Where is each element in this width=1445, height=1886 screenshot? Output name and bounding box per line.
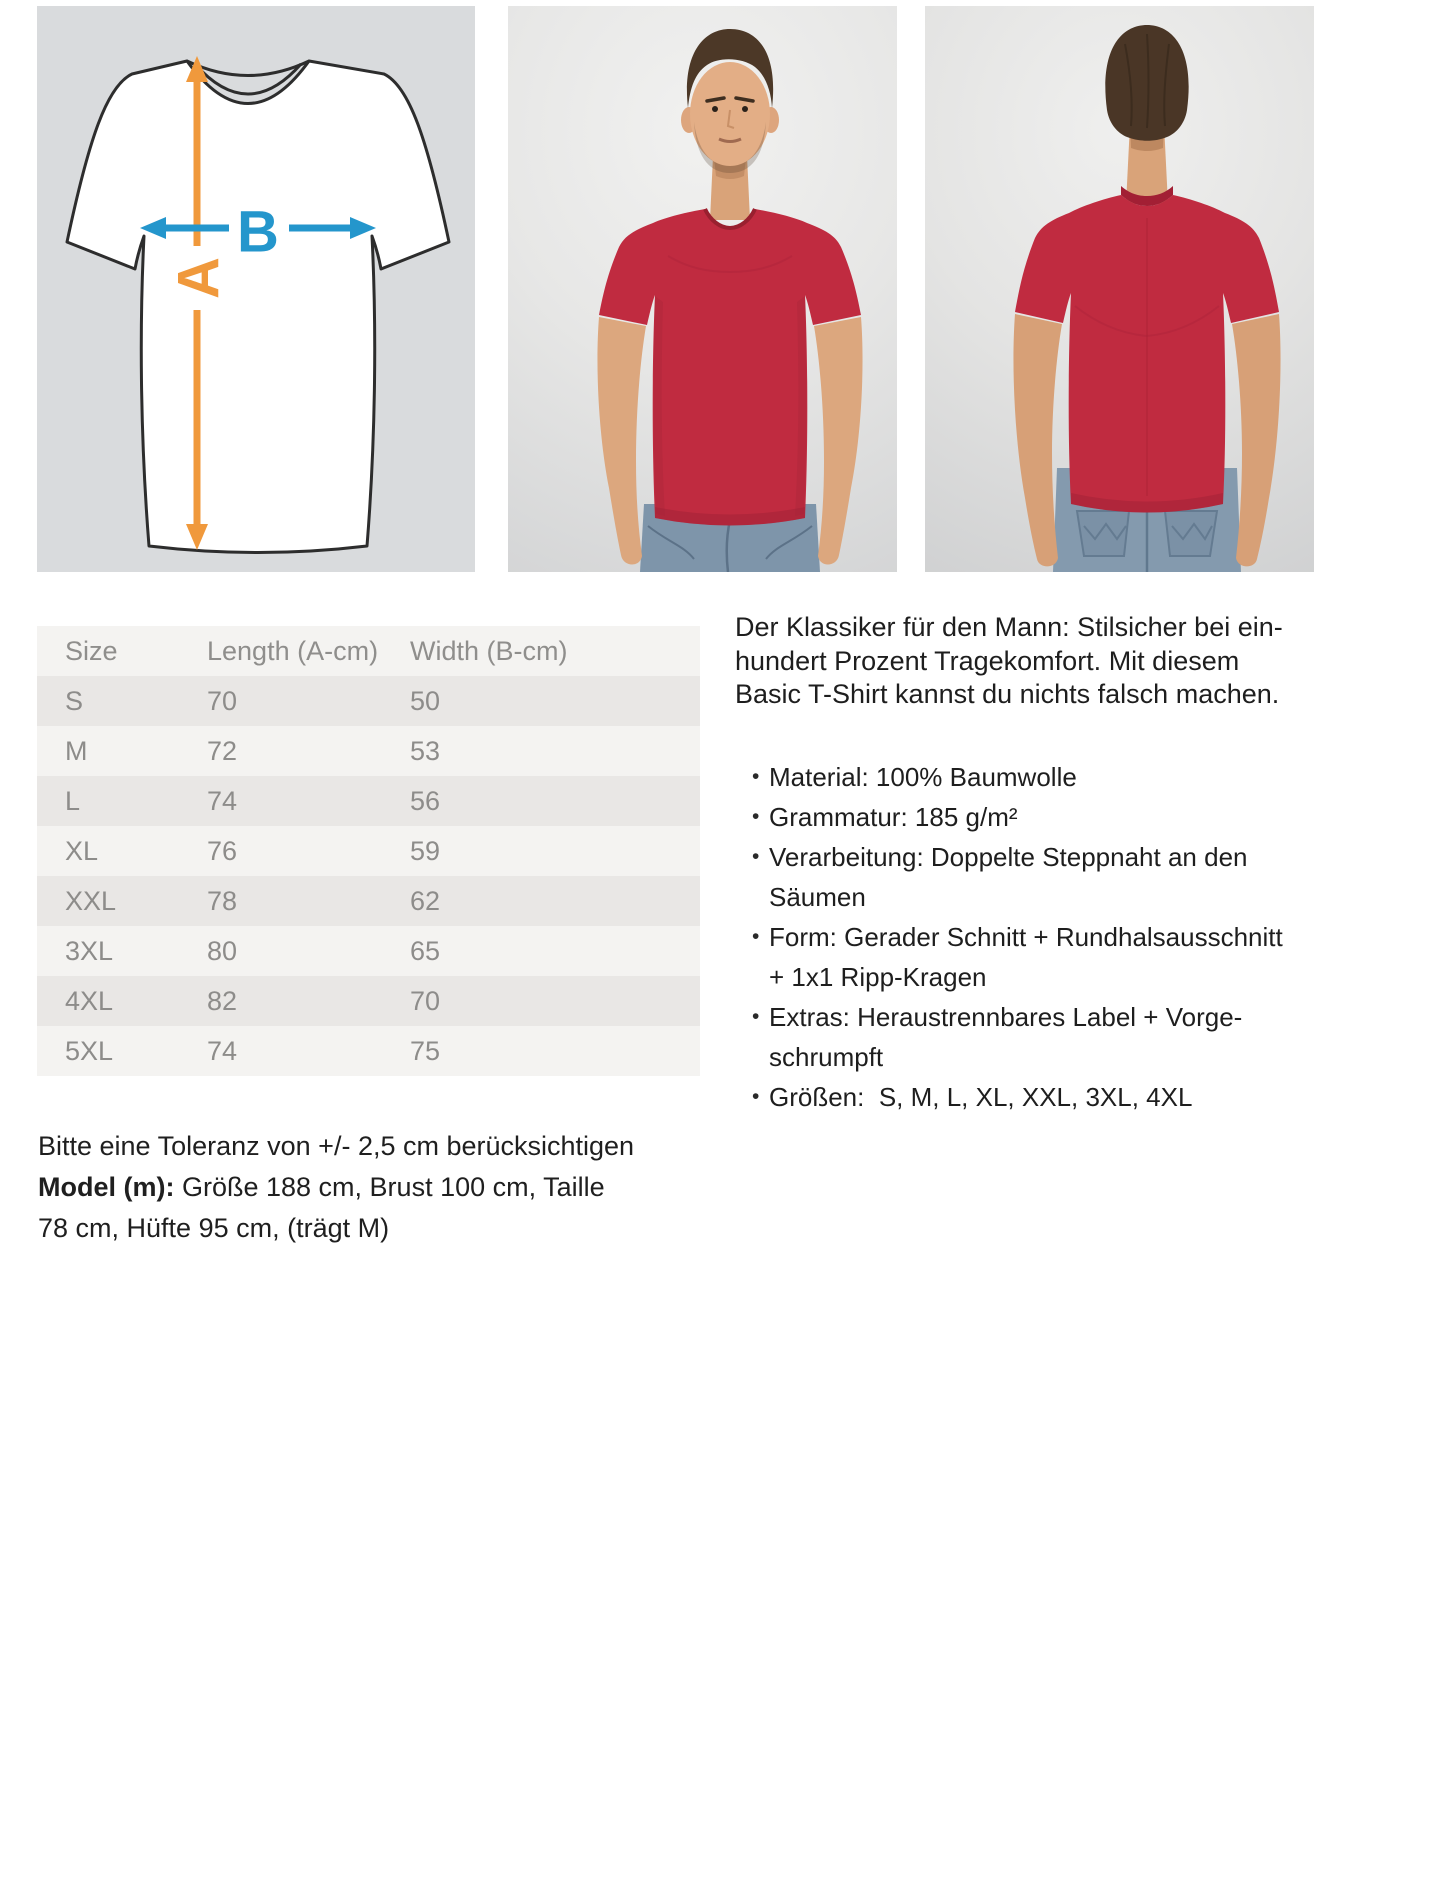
list-item: • Extras: Heraustrennbares Label + Vorge- schrumpft xyxy=(752,997,1283,1077)
table-row: 4XL 82 70 xyxy=(37,976,700,1026)
hair-back xyxy=(1105,25,1188,141)
table-row: M 72 53 xyxy=(37,726,700,776)
bullet-icon: • xyxy=(752,925,760,948)
table-row: S 70 50 xyxy=(37,676,700,726)
table-row: XL 76 59 xyxy=(37,826,700,876)
face xyxy=(681,62,779,173)
bullet-icon: • xyxy=(752,1005,760,1028)
model-info-line2: 78 cm, Hüfte 95 cm, (trägt M) xyxy=(38,1213,390,1243)
feature-list xyxy=(752,757,1283,1117)
tolerance-note xyxy=(38,1126,634,1249)
list-item: • Größen: S, M, L, XL, XXL, 3XL, 4XL xyxy=(752,1077,1283,1117)
tshirt-measure-diagram xyxy=(37,6,475,572)
table-row: 5XL 74 75 xyxy=(37,1026,700,1076)
model-back-illustration xyxy=(925,6,1314,572)
col-width: Width (B-cm) xyxy=(410,635,568,666)
model-front-photo xyxy=(508,6,897,572)
model-front-illustration xyxy=(508,6,897,572)
size-table xyxy=(37,626,700,1076)
list-item: • Verarbeitung: Doppelte Steppnaht an den Säumen xyxy=(752,837,1283,917)
description-line: Der Klassiker für den Mann: Stilsicher bei ein- xyxy=(735,612,1283,642)
list-item: • Material: 100% Baumwolle xyxy=(752,757,1283,797)
description-line: hundert Prozent Tragekomfort. Mit diesem xyxy=(735,645,1240,676)
description-line: Basic T-Shirt kannst du nichts falsch machen. xyxy=(735,679,1280,709)
size-diagram-panel xyxy=(37,6,475,572)
list-item: • Grammatur: 185 g/m² xyxy=(752,797,1283,837)
product-description xyxy=(735,611,1283,712)
length-label: A xyxy=(166,257,232,299)
size-table-header xyxy=(37,626,700,676)
bullet-icon: • xyxy=(752,1085,760,1108)
model-info-line1: Model (m): Größe 188 cm, Brust 100 cm, Taille xyxy=(38,1172,605,1202)
col-length: Length (A-cm) xyxy=(207,635,379,666)
bullet-icon: • xyxy=(752,845,760,868)
width-label: B xyxy=(237,199,279,265)
model-back-photo xyxy=(925,6,1314,572)
table-row: 3XL 80 65 xyxy=(37,926,700,976)
list-item: • Form: Gerader Schnitt + Rundhalsausschnitt + 1x1 Ripp-Kragen xyxy=(752,917,1283,997)
table-row: L 74 56 xyxy=(37,776,700,826)
tolerance-line: Bitte eine Toleranz von +/- 2,5 cm berücksichtigen xyxy=(38,1131,635,1161)
col-size: Size xyxy=(65,635,118,666)
table-row: XXL 78 62 xyxy=(37,876,700,926)
tshirt-outline xyxy=(67,61,449,553)
bullet-icon: • xyxy=(752,765,760,788)
model-label: Model (m): xyxy=(38,1172,175,1202)
bullet-icon: • xyxy=(752,805,760,828)
